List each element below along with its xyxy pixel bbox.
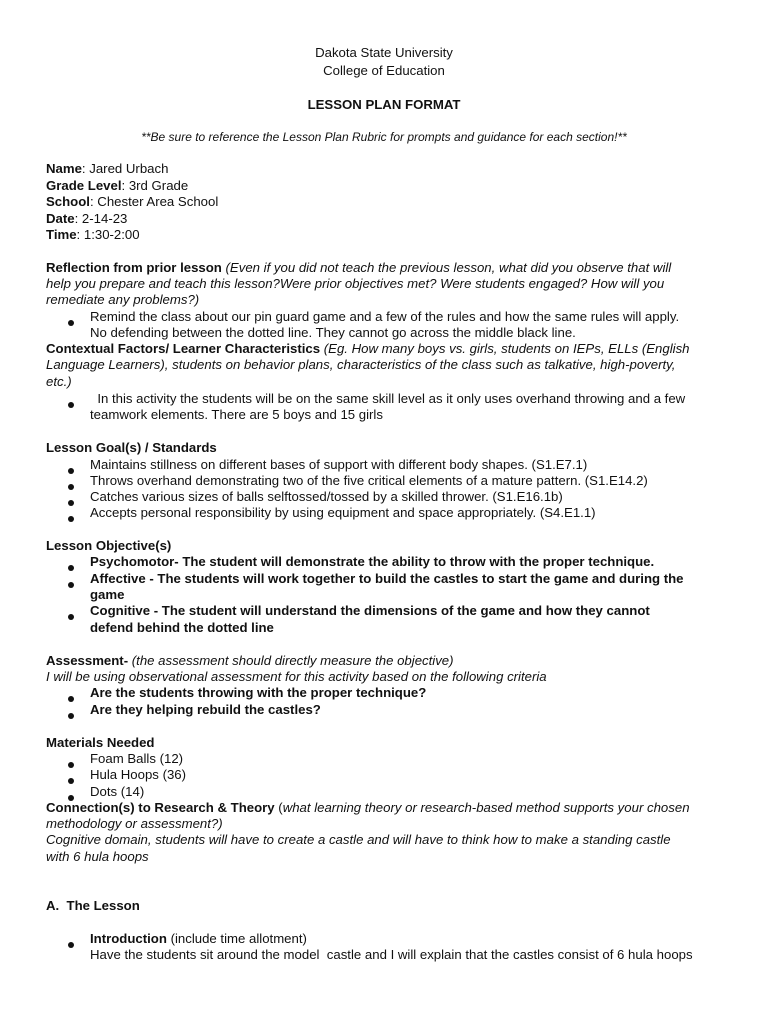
assessment-heading-line (46, 653, 728, 670)
bullet-icon (68, 314, 74, 331)
bullet-icon (68, 707, 74, 724)
contextual-bullet-line-2: teamwork elements. There are 5 boys and 15 girls (90, 407, 383, 422)
connection-text-2: with 6 hula hoops (46, 849, 149, 864)
material-item: Dots (14) (90, 784, 145, 799)
name-value: : Jared Urbach (81, 161, 169, 176)
contextual-prompt: (Eg. How many boys vs. girls, students on IEPs, ELLs (English (320, 341, 690, 356)
goal-item: Catches various sizes of balls selftossed/tossed by a skilled thrower. (S1.E16.1b) (90, 489, 563, 504)
bullet-icon (68, 772, 74, 789)
reflection-heading: Reflection from prior lesson (46, 260, 222, 275)
school-line (46, 194, 728, 211)
materials-heading: Materials Needed (46, 735, 155, 750)
rubric-note: **Be sure to reference the Lesson Plan Rubric for prompts and guidance for each section!** (141, 130, 627, 144)
bullet-icon (68, 462, 74, 479)
connection-text-1: Cognitive domain, students will have to create a castle and will have to think how to make a standing castle (46, 832, 671, 847)
objectives-heading: Lesson Objective(s) (46, 538, 172, 553)
objective-affective-line-2: game (90, 587, 125, 602)
objective-psychomotor: Psychomotor- The student will demonstrate the ability to throw with the proper technique. (90, 554, 655, 569)
introduction-line (90, 931, 307, 948)
objective-cognitive-line-1: Cognitive - The student will understand the dimensions of the game and how they cannot (90, 603, 650, 618)
assessment-prompt: (the assessment should directly measure the objective) (128, 653, 454, 668)
introduction-note: (include time allotment) (166, 931, 307, 946)
goal-item: Maintains stillness on different bases of support with different body shapes. (S1.E7.1) (90, 457, 588, 472)
reflection-prompt: (Even if you did not teach the previous lesson, what did you observe that will (221, 260, 672, 275)
bullet-icon (68, 608, 74, 625)
goal-item: Accepts personal responsibility by using equipment and space appropriately. (S4.E1.1) (90, 505, 596, 520)
introduction-text: Have the students sit around the model castle and I will explain that the castles consist of 6 hula hoops (90, 947, 693, 962)
assessment-criterion: Are they helping rebuild the castles? (90, 702, 321, 717)
connection-prompt: what learning theory or research-based method supports your chosen (282, 800, 690, 815)
connection-heading: Connection(s) to Research & Theory (46, 800, 275, 815)
college-name: College of Education (323, 63, 445, 78)
reflection-prompt-3: remediate any problems?) (46, 292, 200, 307)
reflection-heading-line (46, 260, 728, 277)
material-item: Hula Hoops (36) (90, 767, 187, 782)
page-title: LESSON PLAN FORMAT (307, 97, 461, 112)
objective-affective-line-1: Affective - The students will work together to build the castles to start the game and during the (90, 571, 684, 586)
lesson-heading: A. The Lesson (46, 898, 140, 913)
assessment-heading: Assessment- (46, 653, 129, 668)
grade-line (46, 178, 728, 195)
date-value: : 2-14-23 (74, 211, 128, 226)
bullet-icon (68, 559, 74, 576)
reflection-bullet-line-2: No defending between the dotted line. They cannot go across the middle black line. (90, 325, 576, 340)
contextual-bullet-line-1: In this activity the students will be on the same skill level as it only uses overhand throwing and a few (90, 391, 686, 406)
contextual-prompt-2: Language Learners), students on behavior plans, characteristics of the class such as talkative, high-poverty, (46, 357, 676, 372)
name-line (46, 161, 728, 178)
school-label: School (46, 194, 90, 209)
bullet-icon (68, 510, 74, 527)
contextual-heading: Contextual Factors/ Learner Characteristics (46, 341, 321, 356)
goal-item: Throws overhand demonstrating two of the five critical elements of a mature pattern. (S1.E14.2) (90, 473, 648, 488)
goals-heading: Lesson Goal(s) / Standards (46, 440, 217, 455)
bullet-icon (68, 690, 74, 707)
material-item: Foam Balls (12) (90, 751, 184, 766)
name-label: Name (46, 161, 82, 176)
grade-label: Grade Level (46, 178, 122, 193)
connection-prompt-2: methodology or assessment?) (46, 816, 223, 831)
bullet-icon (68, 756, 74, 773)
bullet-icon (68, 494, 74, 511)
time-value: : 1:30-2:00 (76, 227, 140, 242)
university-name: Dakota State University (315, 45, 453, 60)
grade-value: : 3rd Grade (121, 178, 189, 193)
introduction-label: Introduction (90, 931, 167, 946)
contextual-heading-line (46, 341, 728, 358)
time-label: Time (46, 227, 77, 242)
assessment-criterion: Are the students throwing with the proper technique? (90, 685, 427, 700)
connection-paren: ( (274, 800, 283, 815)
school-value: : Chester Area School (89, 194, 219, 209)
contextual-prompt-3: etc.) (46, 374, 72, 389)
bullet-icon (68, 576, 74, 593)
date-label: Date (46, 211, 75, 226)
date-line (46, 211, 728, 228)
bullet-icon (68, 936, 74, 953)
bullet-icon (68, 396, 74, 413)
assessment-text: I will be using observational assessment for this activity based on the following criteria (46, 669, 547, 684)
bullet-icon (68, 478, 74, 495)
reflection-bullet-line-1: Remind the class about our pin guard game and a few of the rules and how the same rules will apply. (90, 309, 680, 324)
time-line (46, 227, 728, 244)
reflection-prompt-2: help you prepare and teach this lesson?Were prior objectives met? Were students engaged? How will you (46, 276, 665, 291)
connection-heading-line (46, 800, 728, 817)
objective-cognitive-line-2: defend behind the dotted line (90, 620, 274, 635)
